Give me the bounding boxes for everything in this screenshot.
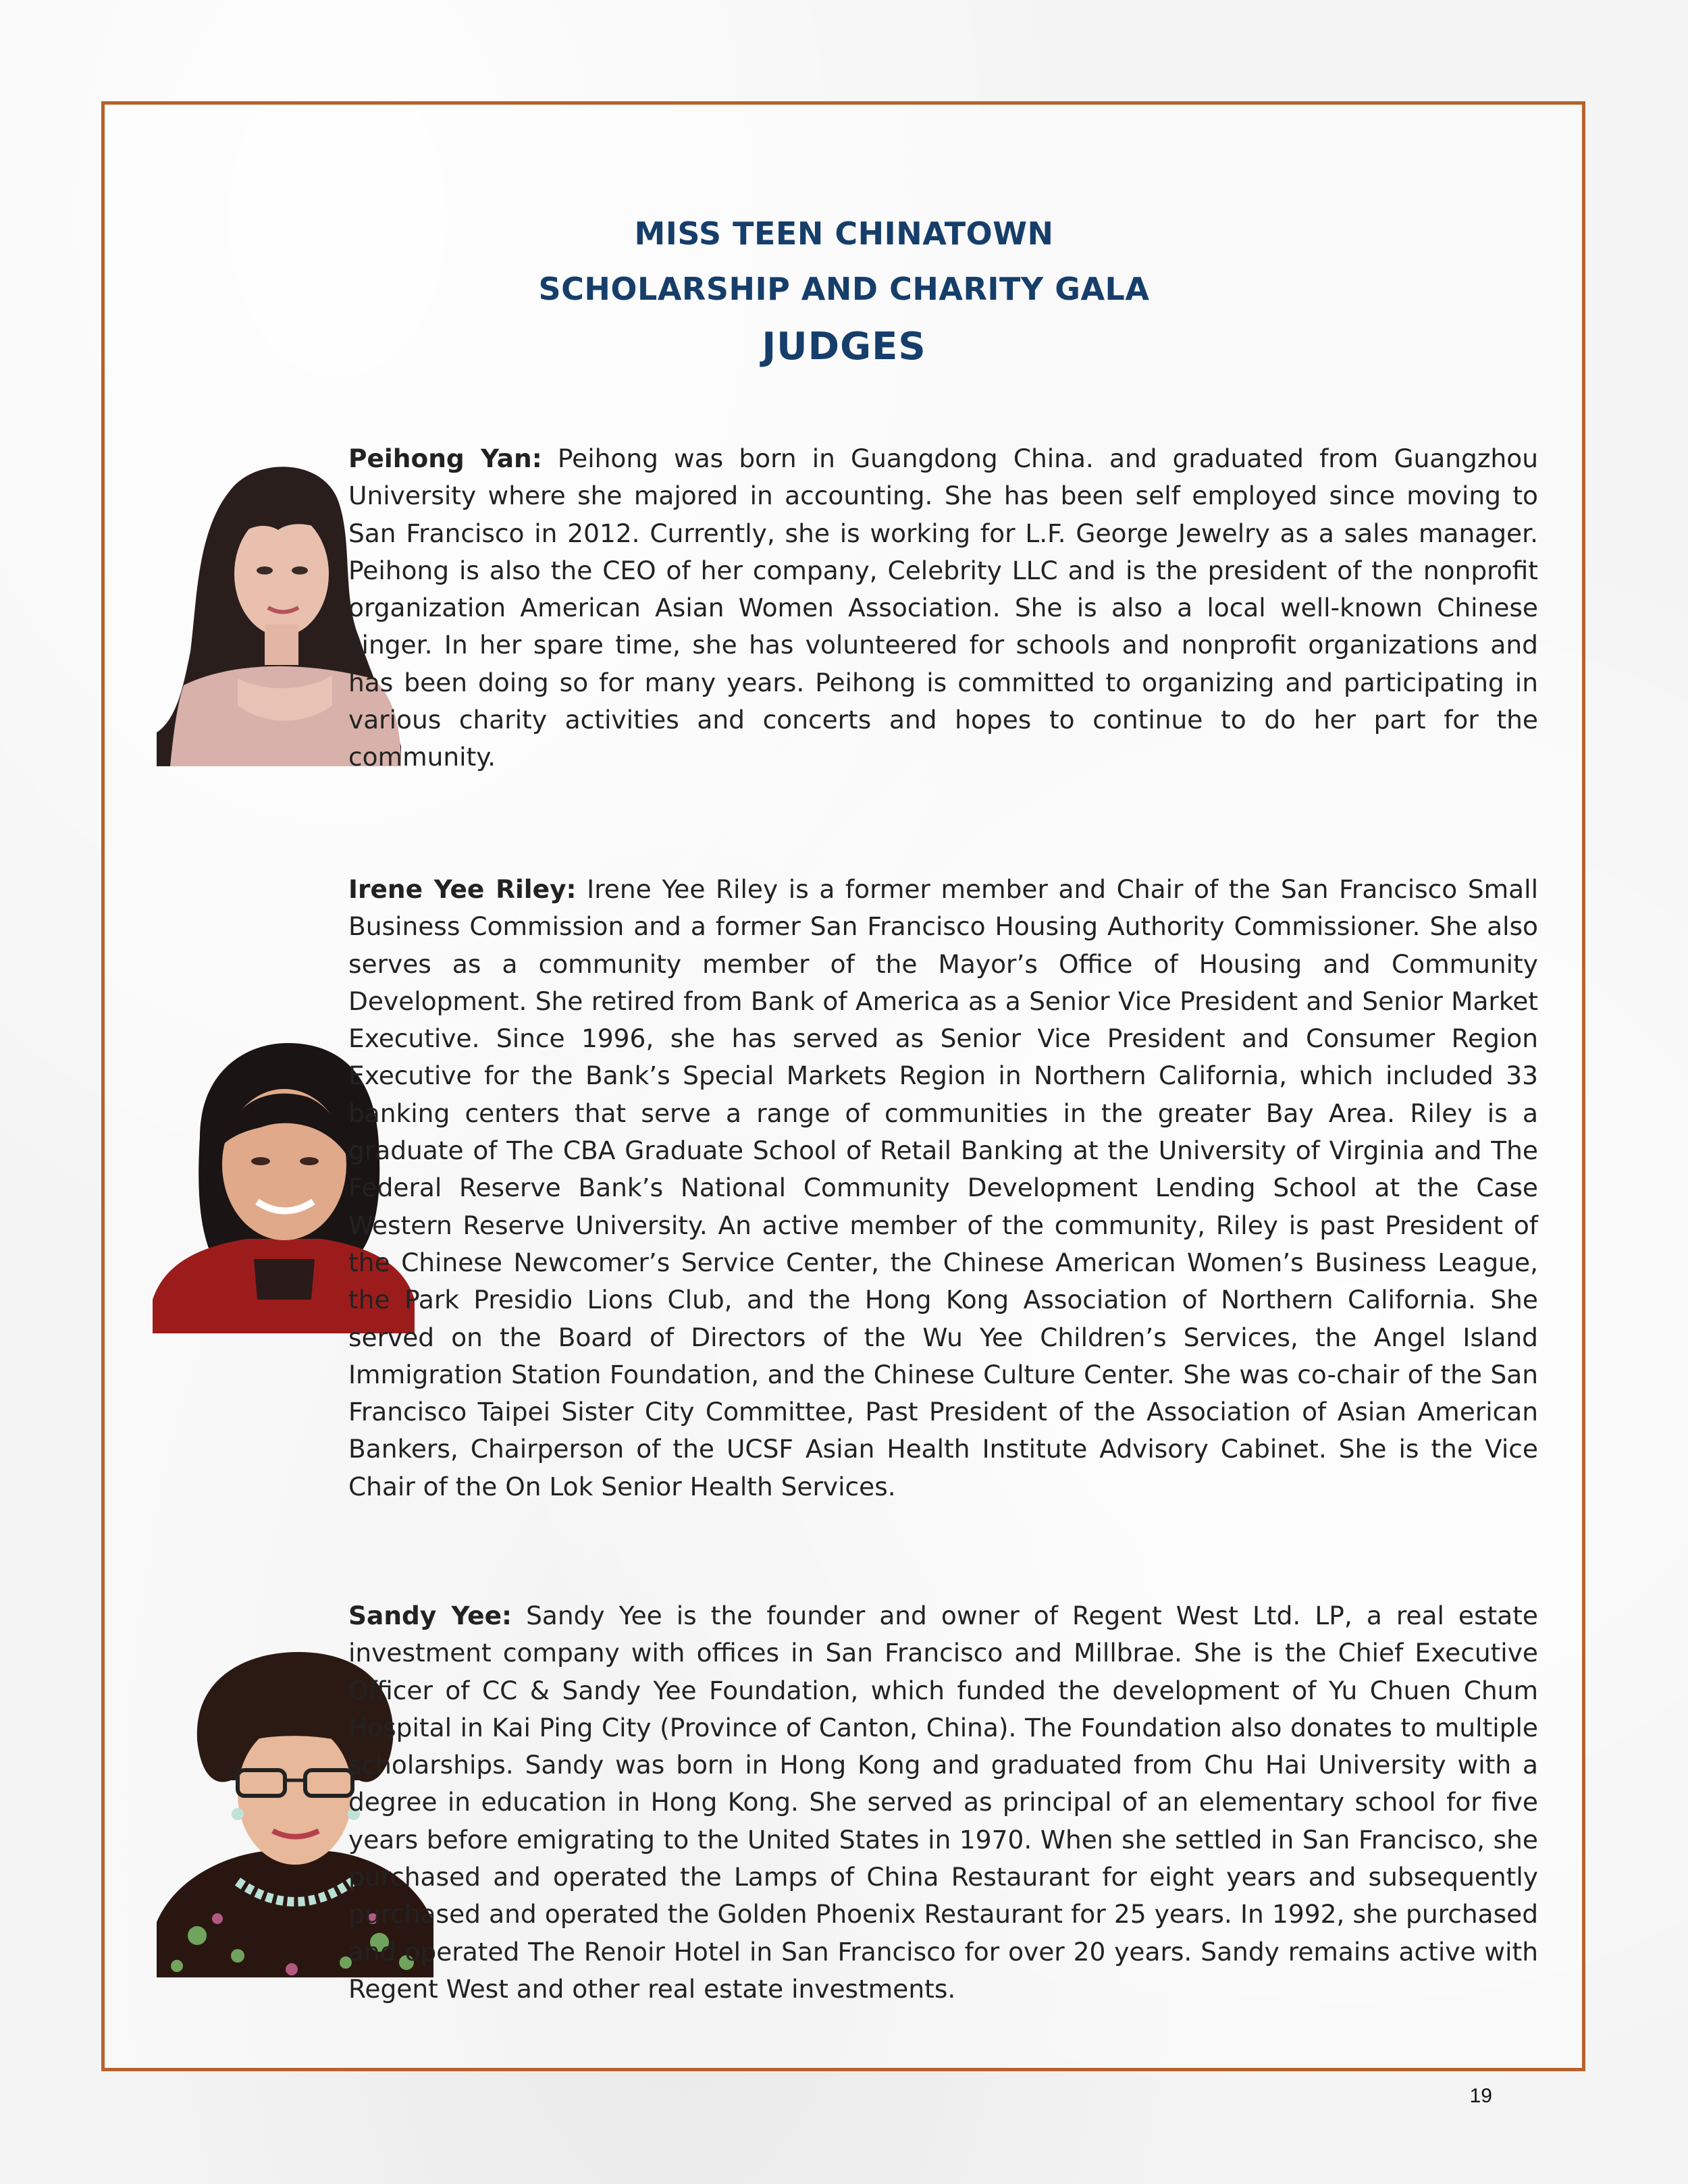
judge-bio-irene-yee-riley xyxy=(348,871,1538,1506)
judge-bio-sandy-yee xyxy=(348,1597,1538,2008)
judge-bio-text: Irene Yee Riley is a former member and Chair of the San Francisco Small Business Commission and a former San Francisco Housing Authority Commissioner. She also serves as a community member of the Mayor’s Office of Housing and Community Development. She retired from Bank of America as a Senior Vice President and Senior Market Executive. Since 1996, she has served as Senior Vice President and Consumer Region Executive for the Bank’s Special Markets Region in Northern California, which included 33 banking centers that serve a range of communities in the greater Bay Area. Riley is a graduate of The CBA Graduate School of Retail Banking at the University of Virginia and The Federal Reserve Bank’s National Community Development Lending School at the Case Western Reserve University. An active member of the community, Riley is past President of the Chinese Newcomer’s Service Center, the Chinese American Women’s Business League, the Park Presidio Lions Club, and the Hong Kong Association of Northern California. She served on the Board of Directors of the Wu Yee Children’s Services, the Angel Island Immigration Station Foundation, and the Chinese Culture Center. She was co-chair of the San Francisco Taipei Sister City Committee, Past President of the Association of Asian American Bankers, Chairperson of the UCSF Asian Health Institute Advisory Cabinet. She is the Vice Chair of the On Lok Senior Health Services. xyxy=(348,874,1538,1501)
page-title xyxy=(0,206,1688,377)
judge-bio-text: Sandy Yee is the founder and owner of Regent West Ltd. LP, a real estate investment company with offices in San Francisco and Millbrae. She is the Chief Executive Officer of CC & Sandy Yee Foundation, which funded the development of Yu Chuen Chum Hospital in Kai Ping City (Province of Canton, China). The Foundation also donates to multiple scholarships. Sandy was born in Hong Kong and graduated from Chu Hai University with a degree in education in Hong Kong. She served as principal of an elementary school for five years before emigrating to the United States in 1970. When she settled in San Francisco, she purchased and operated the Lamps of China Restaurant for eight years and subsequently purchased and operated the Golden Phoenix Restaurant for 25 years. In 1992, she purchased and operated The Renoir Hotel in San Francisco for over 20 years. Sandy remains active with Regent West and other real estate investments. xyxy=(348,1601,1538,2004)
judge-name: Peihong Yan: xyxy=(348,444,542,473)
page-number: 19 xyxy=(1469,2085,1492,2107)
judge-bio-peihong-yan xyxy=(348,440,1538,776)
title-judges: JUDGES xyxy=(762,325,926,369)
judge-name: Sandy Yee: xyxy=(348,1601,512,1630)
title-line-2: SCHOLARSHIP AND CHARITY GALA xyxy=(538,271,1150,307)
judge-name: Irene Yee Riley: xyxy=(348,874,577,904)
title-line-1: MISS TEEN CHINATOWN xyxy=(634,215,1054,252)
judge-bio-text: Peihong was born in Guangdong China. and graduated from Guangzhou University where she majored in accounting. She has been self employed since moving to San Francisco in 2012. Currently, she is working for L.F. George Jewelry as a sales manager. Peihong is also the CEO of her company, Celebrity LLC and is the president of the nonprofit organization American Asian Women Association. She is also a local well-known Chinese singer. In her spare time, she has volunteered for schools and nonprofit organizations and has been doing so for many years. Peihong is committed to organizing and participating in various charity activities and concerts and hopes to continue to do her part for the community. xyxy=(348,444,1538,772)
